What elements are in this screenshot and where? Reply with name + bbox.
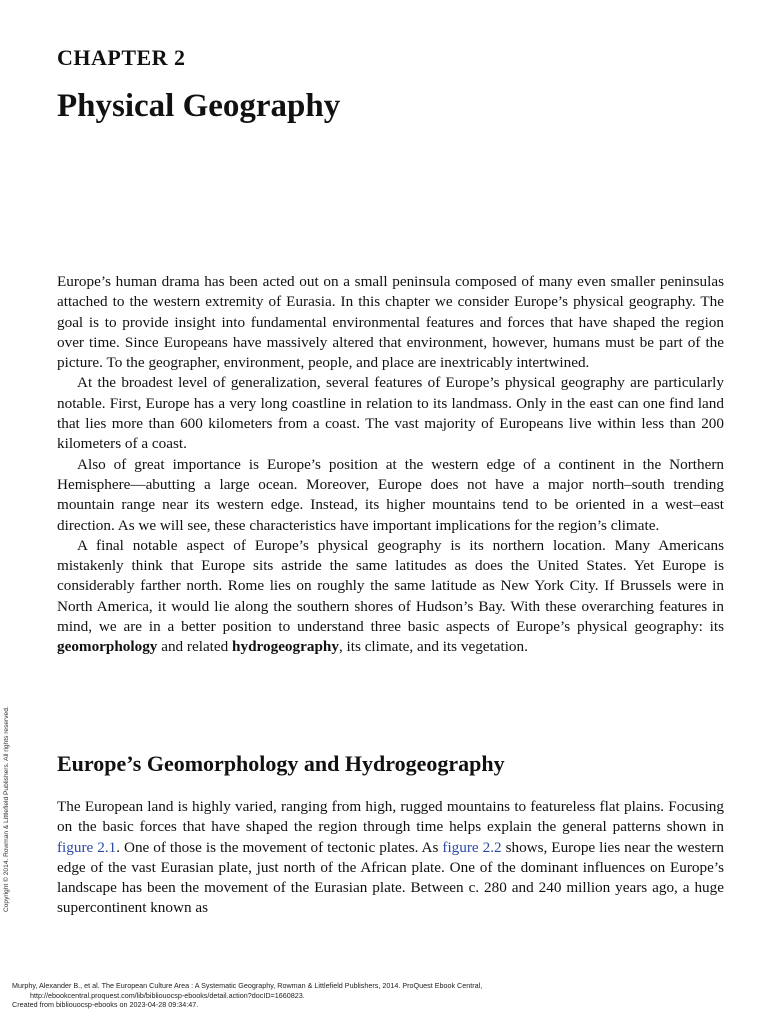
intro-paragraph-4-end: , its climate, and its vegetation. xyxy=(338,638,528,656)
intro-paragraph-4 xyxy=(57,536,724,658)
side-copyright-notice: Copyright © 2014. Rowman & Littlefield Publishers. All rights reserved. xyxy=(3,706,10,912)
figure-2-2-link[interactable]: figure 2.2 xyxy=(442,838,502,856)
intro-paragraph-2: At the broadest level of generalization, several features of Europe’s physical geography are particularly notable. First, Europe has a very long coastline in relation to its landmass. Only in the east can one find land that lies more than 600 kilometers from a coast. The vast majority of Europeans live within less than 200 kilometers of a coast. xyxy=(57,374,724,453)
chapter-label: CHAPTER 2 xyxy=(57,45,186,70)
section-paragraph-1-a: The European land is highly varied, ranging from high, rugged mountains to featureless flat plains. Focusing on the basic forces that have shaped the region through time helps explain the general patterns shown in xyxy=(57,798,724,836)
section-text xyxy=(57,797,724,919)
figure-2-1-link[interactable]: figure 2.1 xyxy=(57,838,117,856)
footer-url-line: http://ebookcentral.proquest.com/lib/bibliouocsp-ebooks/detail.action?docID=1660823. xyxy=(30,990,305,1000)
term-hydrogeography: hydrogeography xyxy=(232,638,339,656)
intro-paragraph-3: Also of great importance is Europe’s position at the western edge of a continent in the Northern Hemisphere—abutting a large ocean. Moreover, Europe does not have a major north–south trending mountain range near its western edge. Instead, its higher mountains tend to be oriented in a west–east direction. As we will see, these characteristics have important implications for the region’s climate. xyxy=(57,455,724,534)
citation-footer xyxy=(12,981,752,1010)
intro-paragraph-4-start: A final notable aspect of Europe’s physical geography is its northern location. Many Americans mistakenly think that Europe sits astride the same latitudes as does the United States. Yet Europe is considerably farther north. Rome lies on roughly the same latitude as New York City. If Brussels were in North America, it would lie along the southern shores of Hudson’s Bay. With these overarching features in mind, we are in a better position to understand three basic aspects of Europe’s physical geography: its xyxy=(57,536,724,636)
section-paragraph-1-b: . One of those is the movement of tectonic plates. As xyxy=(116,838,443,856)
footer-created-line: Created from bibliouocsp-ebooks on 2023-04-28 09:34:47. xyxy=(12,1000,199,1009)
intro-paragraph-4-mid: and related xyxy=(157,638,233,656)
footer-citation-line: Murphy, Alexander B., et al. The European Culture Area : A Systematic Geography, Rowman & Littlefield Publishers, 2014. ProQuest Ebook Central, xyxy=(12,981,483,990)
section-heading: Europe’s Geomorphology and Hydrogeography xyxy=(57,751,505,776)
chapter-title: Physical Geography xyxy=(57,88,341,124)
intro-text xyxy=(57,272,724,658)
intro-paragraph-1: Europe’s human drama has been acted out on a small peninsula composed of many even smaller peninsulas attached to the western extremity of Eurasia. In this chapter we consider Europe’s physical geography. The goal is to provide insight into fundamental environmental features and forces that have shaped the region over time. Since Europeans have massively altered that environment, however, humans must be part of the picture. To the geographer, environment, people, and place are inextricably intertwined. xyxy=(57,273,724,372)
section-paragraph-1-c: shows, Europe lies near the western edge of the vast Eurasian plate, just north of the African plate. One of the dominant influences on Europe’s landscape has been the movement of the Eurasian plate. Between c. 280 and 240 million years ago, a huge supercontinent known as xyxy=(57,838,725,917)
section-paragraph-1 xyxy=(57,797,724,919)
term-geomorphology: geomorphology xyxy=(57,638,158,656)
